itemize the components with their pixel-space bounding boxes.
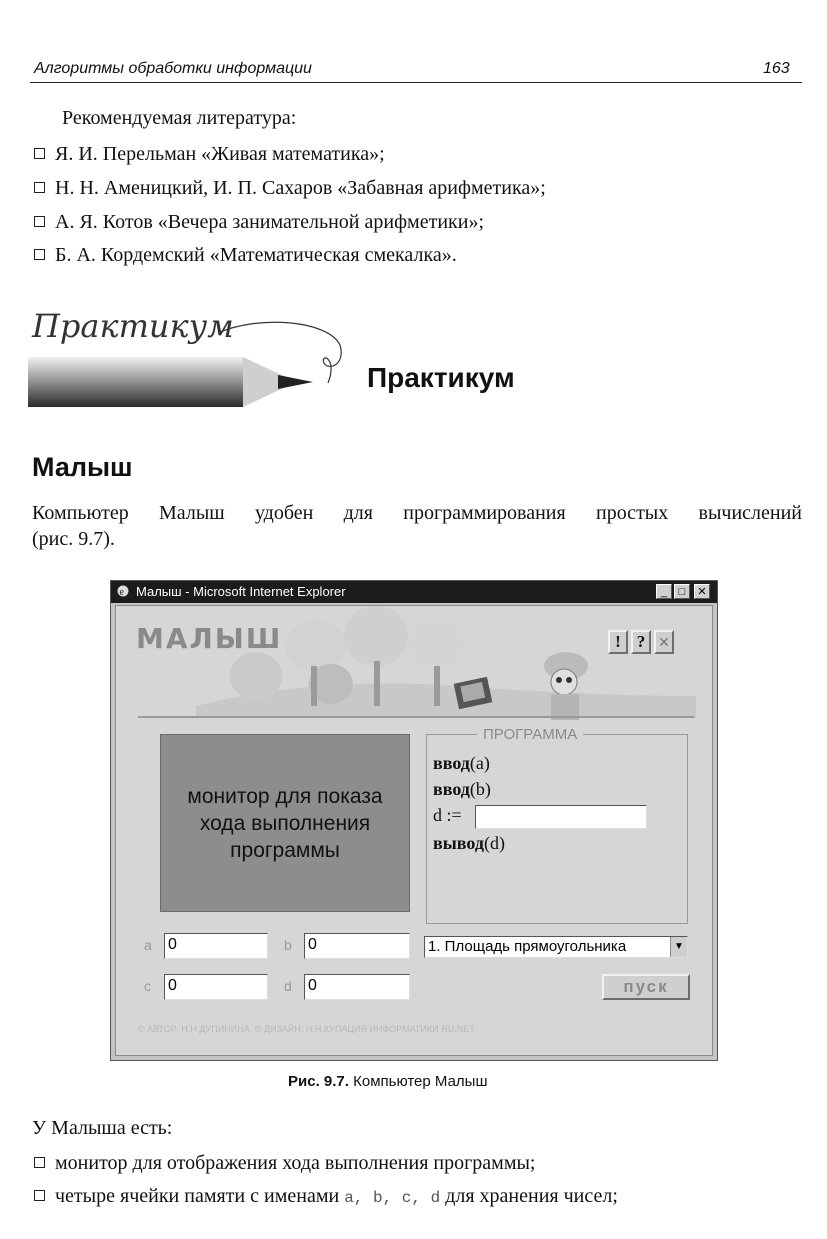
kid-with-computer-illustration <box>446 644 616 724</box>
program-line-assign-label: d := <box>433 805 462 825</box>
program-panel <box>426 726 688 924</box>
page-number: 163 <box>763 60 790 77</box>
cell-c-input[interactable]: 0 <box>164 974 268 1000</box>
cell-d-label: d <box>284 978 292 994</box>
literature-item <box>34 211 484 234</box>
figure-caption-text: Компьютер Малыш <box>353 1073 488 1090</box>
feature-item-text: для хранения чисел; <box>445 1185 618 1207</box>
svg-text:e: e <box>119 587 124 598</box>
run-button[interactable]: пуск <box>602 974 690 1000</box>
argument: (b) <box>469 779 491 799</box>
cell-a-input[interactable]: 0 <box>164 933 268 959</box>
feature-item <box>34 1152 536 1175</box>
checkbox-bullet-icon <box>34 216 45 227</box>
practicum-script-label: Практикум <box>32 307 234 345</box>
help-button[interactable]: ? <box>631 630 651 654</box>
cell-b-input[interactable]: 0 <box>304 933 410 959</box>
divider <box>138 716 694 718</box>
feature-item-text: четыре ячейки памяти с именами <box>55 1185 340 1207</box>
task-select-value: 1. Площадь прямоугольника <box>428 938 627 955</box>
info-button[interactable]: ! <box>608 630 628 654</box>
figure-caption <box>288 1073 488 1090</box>
keyword: вывод <box>433 833 484 853</box>
running-header-title: Алгоритмы обработки информации <box>34 60 312 77</box>
ie-logo-icon <box>116 584 130 598</box>
program-line-input-b <box>433 779 491 800</box>
checkbox-bullet-icon <box>34 249 45 260</box>
figure-caption-label: Рис. 9.7. <box>288 1073 349 1090</box>
literature-item-text: Б. А. Кордемский «Математическая смекалка». <box>55 244 457 266</box>
literature-item-text: Я. И. Перельман «Живая математика»; <box>55 143 385 165</box>
cell-d-input[interactable]: 0 <box>304 974 410 1000</box>
argument: (d) <box>483 833 505 853</box>
literature-item <box>34 177 546 200</box>
literature-item <box>34 244 457 267</box>
checkbox-bullet-icon <box>34 182 45 193</box>
program-panel-title: ПРОГРАММА <box>477 726 583 743</box>
monitor-text-line: программы <box>230 838 340 862</box>
formula-input[interactable] <box>475 805 647 829</box>
cell-b-label: b <box>284 937 292 953</box>
app-credits: © АВТОР: Н.Н.ДУПИНИНА. © ДИЗАЙН: Н.Н.КУПАЦИЯ ИНФОРМАТИКИ RU.NET <box>138 1024 475 1034</box>
section-heading: Малыш <box>32 452 133 482</box>
keyword: ввод <box>433 779 470 799</box>
minimize-button[interactable]: _ <box>656 584 672 599</box>
monitor-text-line: хода выполнения <box>199 811 371 835</box>
keyword: ввод <box>433 753 470 773</box>
literature-item-text: А. Я. Котов «Вечера занимательной арифметики»; <box>55 211 484 233</box>
window-title: Малыш - Microsoft Internet Explorer <box>136 584 346 599</box>
features-heading: У Малыша есть: <box>32 1117 173 1139</box>
checkbox-bullet-icon <box>34 1157 45 1168</box>
program-line-input-a <box>433 753 490 774</box>
argument: (a) <box>469 753 490 773</box>
checkbox-bullet-icon <box>34 148 45 159</box>
intro-line-1: Компьютер Малыш удобен для программирования простых вычислений <box>32 502 802 524</box>
chevron-down-icon[interactable]: ▼ <box>670 937 687 957</box>
close-app-button[interactable]: ✕ <box>654 630 674 654</box>
program-line-output-d <box>433 833 505 854</box>
literature-heading: Рекомендуемая литература: <box>62 107 297 129</box>
monitor-text-line: монитор для показа <box>187 784 383 808</box>
header-rule <box>30 82 802 83</box>
close-window-button[interactable]: ✕ <box>694 584 710 599</box>
practicum-title: Практикум <box>367 362 515 393</box>
cell-c-label: c <box>144 978 151 994</box>
program-monitor <box>160 734 410 912</box>
intro-line-2: (рис. 9.7). <box>32 528 115 550</box>
checkbox-bullet-icon <box>34 1190 45 1201</box>
window-titlebar <box>111 581 717 603</box>
task-select[interactable] <box>424 936 688 958</box>
app-logo: МАЛЫШ <box>136 622 283 655</box>
cell-names: a, b, c, d <box>344 1189 441 1207</box>
app-area <box>115 605 713 1056</box>
cell-a-label: a <box>144 937 152 953</box>
literature-item <box>34 143 385 166</box>
feature-item-text: монитор для отображения хода выполнения программы; <box>55 1152 536 1174</box>
literature-item-text: Н. Н. Аменицкий, И. П. Сахаров «Забавная арифметика»; <box>55 177 546 199</box>
feature-item <box>34 1185 618 1208</box>
ie-window <box>110 580 718 1061</box>
maximize-button[interactable]: □ <box>674 584 690 599</box>
